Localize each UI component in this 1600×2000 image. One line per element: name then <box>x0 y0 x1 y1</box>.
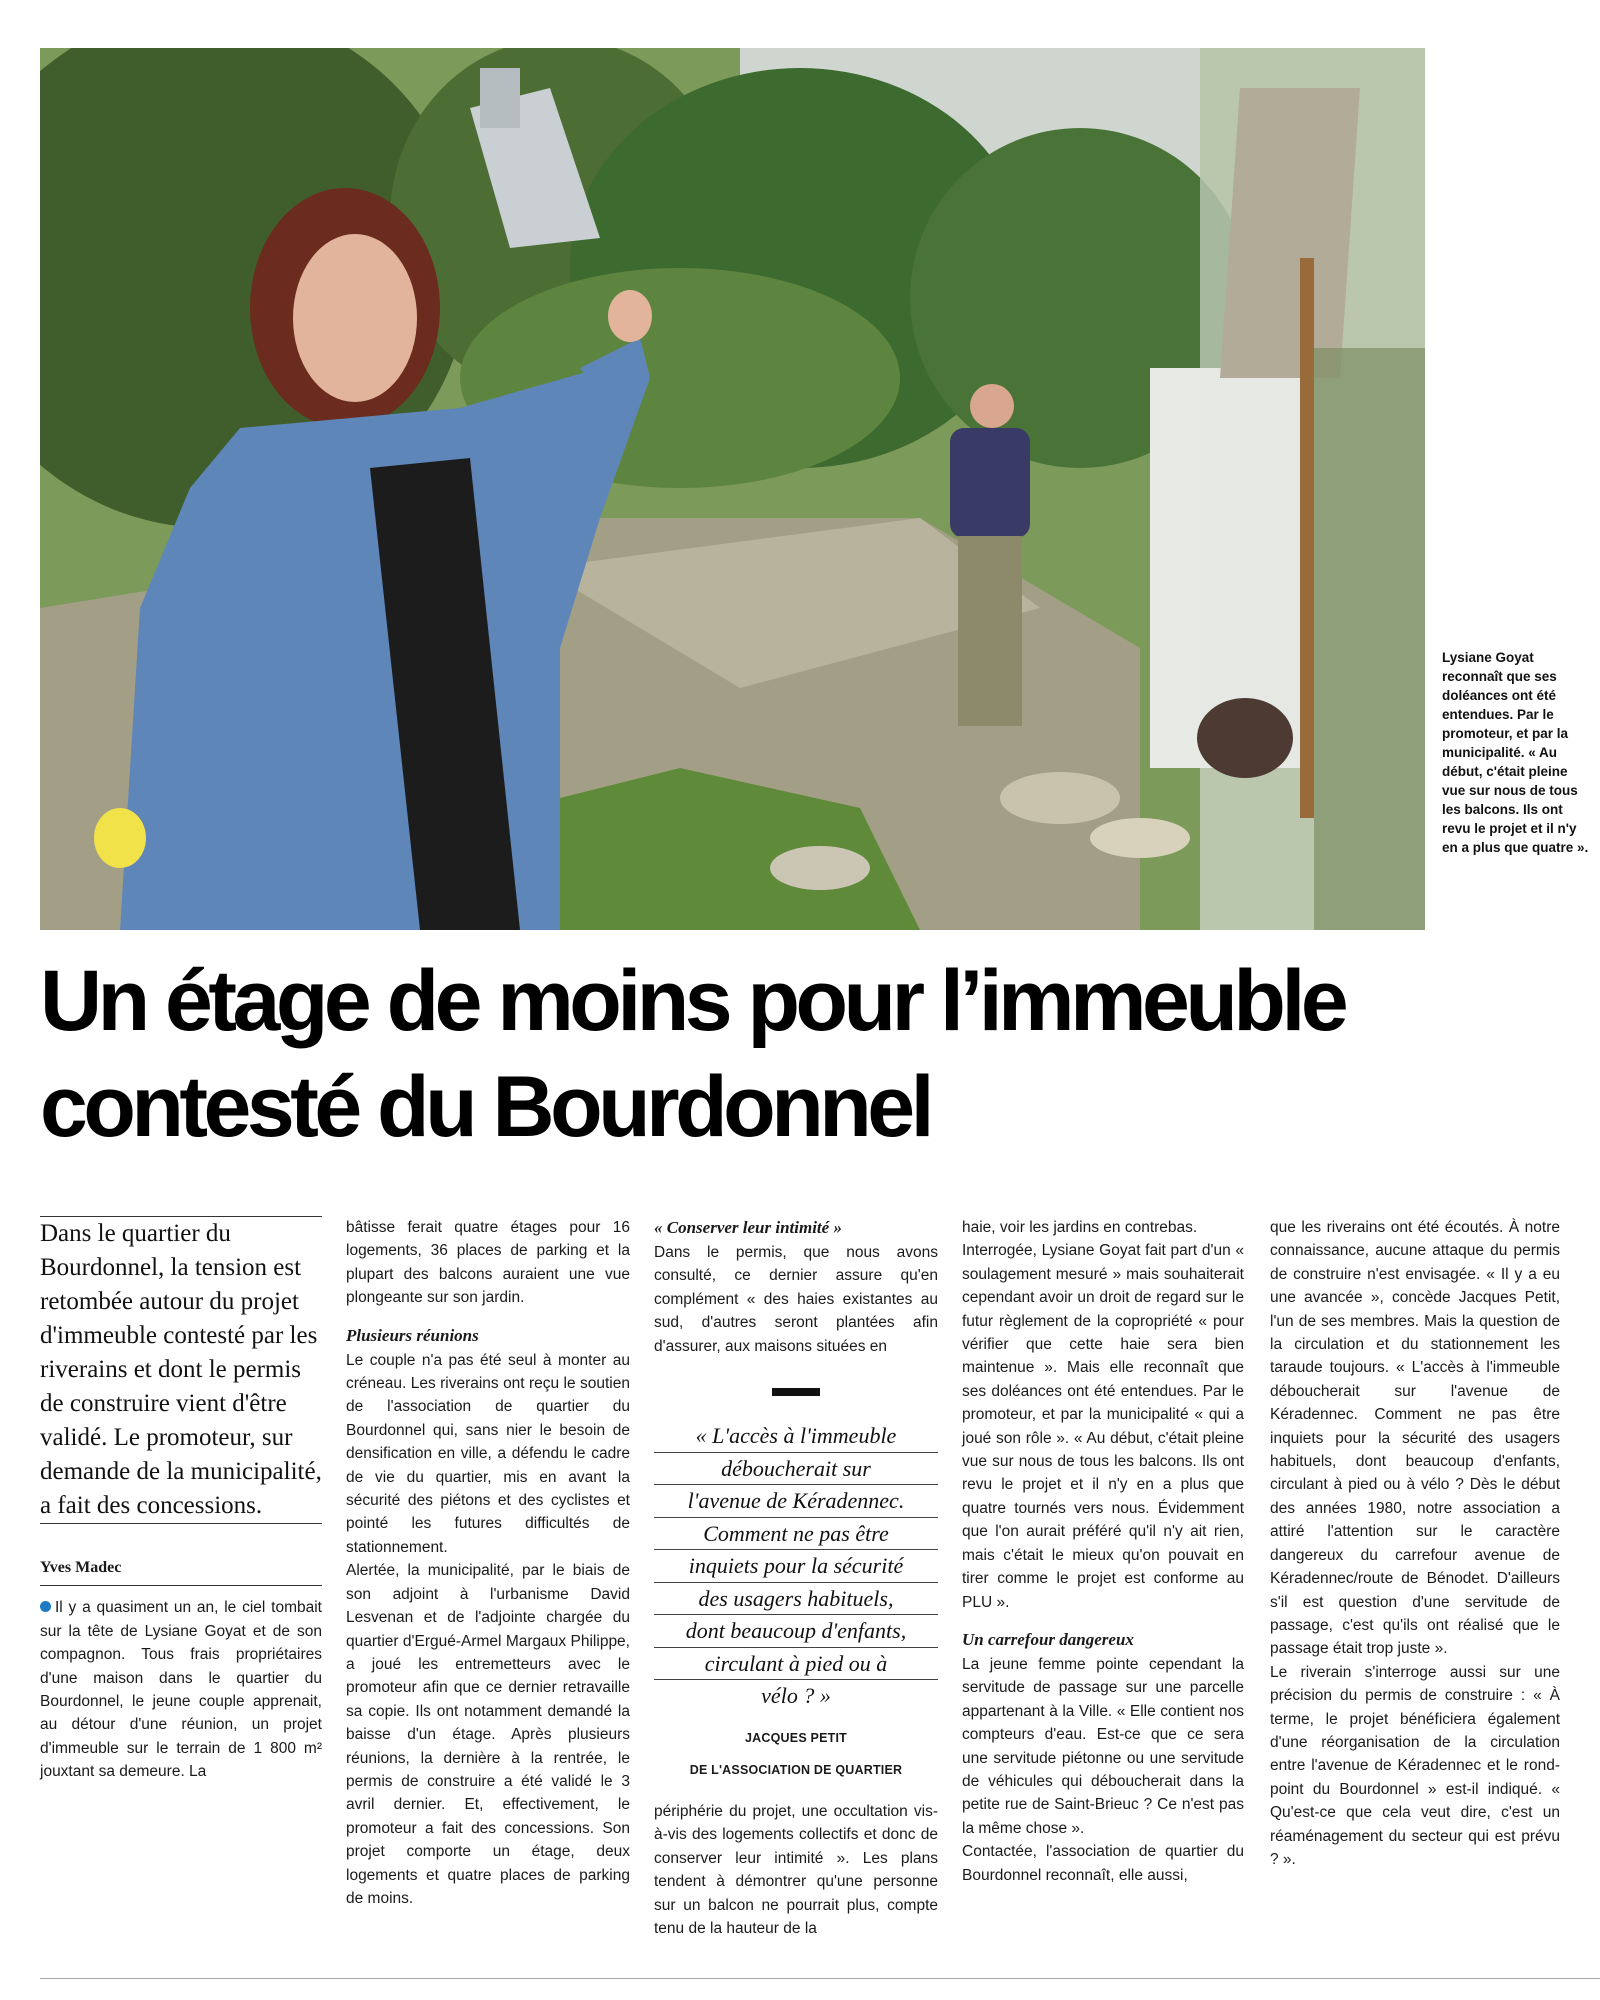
pull-quote-author-name: JACQUES PETIT <box>745 1730 847 1745</box>
column-4-paragraph-3: La jeune femme pointe cependant la servitude de passage sur une parcelle appartenant à la Ville. « Elle contient nos compteurs d'eau. Est-ce que ce sera une servitude piétonne ou une servitude de véhicules qui déboucherait dans la petite rue de Saint-Brieuc ? Ce n'est pas la même chose ». <box>962 1655 1244 1837</box>
column-1-body: Il y a quasiment un an, le ciel tombait sur la tête de Lysiane Goyat et de son compagnon. Tous frais propriétaires d'une maison dans le quartier du Bourdonnel, le jeune couple apprenait, au détour d'une réunion, un projet d'immeuble sur le terrain de 1 800 m² jouxtant sa demeure. La <box>40 1599 322 1781</box>
pull-quote <box>654 1388 938 1786</box>
column-5-paragraph-1: que les riverains ont été écoutés. À notre connaissance, aucune attaque du permis de construire n'est envisagée. « Il y a eu une avancée », concède Jacques Petit, l'un de ses membres. Mais la question de la circulation et du stationnement les taraude toujours. « L'accès à l'immeuble déboucherait sur l'avenue de Kéradennec. Comment ne pas être inquiets pour la sécurité des usagers habituels, dont beaucoup d'enfants, circulant à pied ou à vélo ? Dès le début des années 1980, notre association a attiré l'attention sur le caractère dangereux du carrefour avenue de Kéradennec/route de Bénodet. D'ailleurs s'il est question d'une servitude de passage, c'est qu'ils ont réalisé que le passage était trop juste ». <box>1270 1219 1560 1658</box>
pull-quote-line: des usagers habituels, <box>654 1583 938 1616</box>
pull-quote-attribution <box>654 1722 938 1786</box>
pull-quote-line: inquiets pour la sécurité <box>654 1550 938 1583</box>
pull-quote-dash <box>772 1388 820 1396</box>
column-2-paragraph-1: bâtisse ferait quatre étages pour 16 logements, 36 places de parking et la plupart des balcons auraient une vue plongeante sur son jardin. <box>346 1219 630 1307</box>
page-bottom-rule <box>40 1978 1600 1979</box>
author-rule <box>40 1585 322 1586</box>
column-2-paragraph-3: Alertée, la municipalité, par le biais de son adjoint à l'urbanisme David Lesvenan et de l'adjointe chargée du quartier d'Ergué-Armel Margaux Philippe, a joué les entremetteurs avec le promoteur afin que ce dernier retravaille sa copie. Ils ont notamment demandé la baisse d'un étage. Après plusieurs réunions, la dernière à la rentrée, le permis de construire a été validé le 3 avril dernier. Et, effectivement, le promoteur a fait des concessions. Son projet comporte un étage, deux logements et quatre places de parking de moins. <box>346 1562 630 1907</box>
chapo: Dans le quartier du Bourdonnel, la tension est retombée autour du projet d'immeuble contesté par les riverains et dont le permis de construire vient d'être validé. Le promoteur, sur demande de la municipalité, a fait des concessions. <box>40 1220 322 1519</box>
pull-quote-line: déboucherait sur <box>654 1453 938 1486</box>
headline-line-2: contesté du Bourdonnel <box>40 1059 930 1155</box>
pull-quote-line: dont beaucoup d'enfants, <box>654 1615 938 1648</box>
column-4-paragraph-2: Interrogée, Lysiane Goyat fait part d'un « soulagement mesuré » mais souhaiterait cependant avoir un droit de regard sur le futur règlement de la copropriété « pour vérifier que cette haie sera bien maintenue ». Mais elle reconnaît que ses doléances ont été entendues. Par le promoteur, et par la municipalité « qui a joué son rôle ». « Au début, c'était pleine vue sur nous de tous les balcons. Ils ont revu le projet et il n'y en a plus que quatre tournés vers nous. Évidemment que l'on aurait préféré qu'il n'y ait rien, mais c'était le mieux qu'on pouvait en tirer comme le projet est conforme au PLU ». <box>962 1242 1244 1611</box>
pull-quote-line: « L'accès à l'immeuble <box>654 1420 938 1453</box>
subheading-carrefour-dangereux: Un carrefour dangereux <box>962 1629 1134 1649</box>
photo-caption: Lysiane Goyat reconnaît que ses doléances ont été entendues. Par le promoteur, et par la municipalité. « Au début, c'était pleine vue sur nous de tous les balcons. Ils ont revu le projet et il n'y en a plus que quatre ». <box>1442 650 1589 855</box>
column-4-paragraph-1: haie, voir les jardins en contrebas. <box>962 1219 1198 1236</box>
photo-illustration <box>40 48 1425 930</box>
column-3-paragraph-1: Dans le permis, que nous avons consulté, ce dernier assure qu'en complément « des haies existantes au sud, d'autres seront plantées afin d'assurer, aux maisons situées en <box>654 1244 938 1355</box>
pull-quote-line: Comment ne pas être <box>654 1518 938 1551</box>
author-byline: Yves Madec <box>40 1559 122 1576</box>
column-3 <box>654 1216 938 1358</box>
subheading-plusieurs-reunions: Plusieurs réunions <box>346 1325 479 1345</box>
column-4-paragraph-4: Contactée, l'association de quartier du Bourdonnel reconnaît, elle aussi, <box>962 1843 1244 1884</box>
pull-quote-text <box>654 1420 938 1712</box>
article-photo <box>40 48 1425 930</box>
column-2-paragraph-2: Le couple n'a pas été seul à monter au créneau. Les riverains ont reçu le soutien de l'association de quartier du Bourdonnel qui, sans nier le besoin de densification en ville, a défendu le cadre de vie du quartier, mis en avant la sécurité des piétons et des cyclistes et pointé les futures difficultés de stationnement. <box>346 1351 630 1556</box>
pull-quote-line: l'avenue de Kéradennec. <box>654 1485 938 1518</box>
headline-line-1: Un étage de moins pour l’immeuble <box>40 953 1345 1049</box>
column-3-continued <box>654 1800 938 1940</box>
bullet-dot-icon <box>40 1601 51 1612</box>
headline <box>40 948 1580 1160</box>
pull-quote-line: vélo ? » <box>761 1683 831 1708</box>
pull-quote-line: circulant à pied ou à <box>654 1648 938 1681</box>
column-5-paragraph-2: Le riverain s'interroge aussi sur une précision du permis de construire : « À terme, le projet bénéficiera également d'une réorganisation de la circulation entre l'avenue de Kéradennec et le rond-point du Bourdonnel » est-il indiqué. « Qu'est-ce que cela veut dire, c'est un réaménagement du secteur qui est prévu ? ». <box>1270 1663 1560 1868</box>
column-3-paragraph-2: périphérie du projet, une occultation vis-à-vis des logements collectifs et donc de conserver leur intimité ». Les plans tendent à démontrer qu'une personne sur un balcon ne pourrait plus, compte tenu de la hauteur de la <box>654 1803 938 1938</box>
chapo-bottom-rule <box>40 1523 322 1524</box>
column-5 <box>1270 1216 1560 1871</box>
column-2 <box>346 1216 630 1910</box>
column-1 <box>40 1216 322 1784</box>
subheading-conserver-intimite: « Conserver leur intimité » <box>654 1218 842 1237</box>
column-4 <box>962 1216 1244 1887</box>
pull-quote-author-role: DE L'ASSOCIATION DE QUARTIER <box>689 1762 903 1777</box>
